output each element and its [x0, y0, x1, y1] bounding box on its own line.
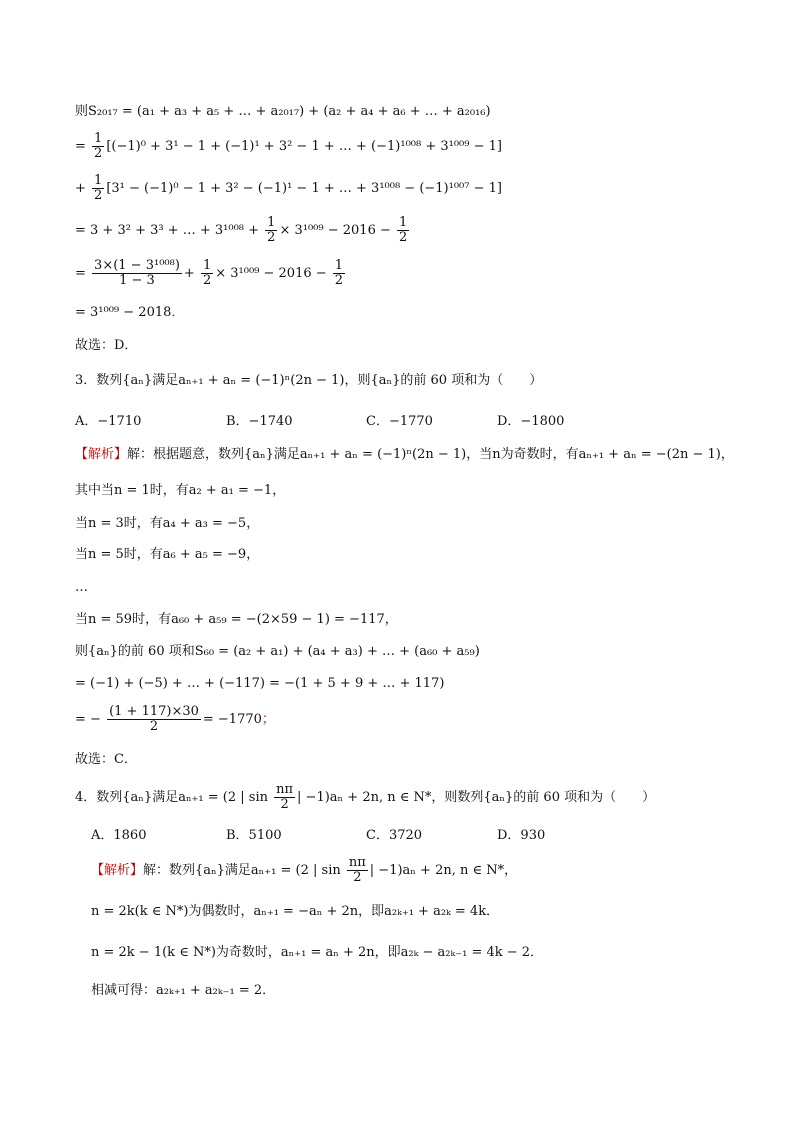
answer-q2: 故选：D． [75, 338, 138, 353]
fraction-half [201, 259, 213, 288]
q4-solution-tail: | −1)aₙ + 2n, n ∈ N*， [369, 863, 518, 878]
fraction-denominator: 2 [353, 870, 362, 885]
equals-sign: = [75, 266, 86, 281]
expansion-1-tail: [(−1)⁰ + 3¹ − 1 + (−1)¹ + 3² − 1 + … + (−1)¹⁰⁰⁸ + 3¹⁰⁰⁹ − 1] [106, 139, 502, 154]
question-4-tail: | −1)aₙ + 2n, n ∈ N*，则数列{aₙ}的前 60 项和为（ ） [297, 790, 656, 805]
line-geometric-formula [75, 259, 347, 288]
q4-option-c: C．3720 [366, 828, 423, 843]
q3-option-b: B．−1740 [226, 414, 293, 429]
line-geometric-sum [75, 216, 411, 245]
geometric-sum-head: = 3 + 3² + 3³ + … + 3¹⁰⁰⁸ + [75, 223, 260, 238]
geometric-sum-mid: × 3¹⁰⁰⁹ − 2016 − [279, 223, 391, 238]
q3-solution-ellipsis: … [75, 580, 88, 595]
q3-solution-result: = −1770 [202, 712, 262, 727]
fraction-half [333, 259, 345, 288]
answer-q3: 故选：C． [75, 752, 137, 767]
fraction-numerator: 1 [202, 258, 212, 273]
line-expansion-1 [75, 132, 502, 161]
q3-solution-line-1 [75, 446, 734, 464]
fraction-geometric [92, 259, 182, 288]
fraction-half [92, 132, 104, 161]
fraction-denominator: 2 [94, 188, 103, 203]
q3-solution-line-3: 当n = 3时，有a₄ + a₃ = −5， [75, 516, 260, 531]
minus-sign: = − [75, 712, 101, 727]
expansion-2-tail: [3¹ − (−1)⁰ − 1 + 3² − (−1)¹ − 1 + … + 3¹⁰⁰⁸ − (−1)¹⁰⁰⁷ − 1] [106, 181, 502, 196]
analysis-tag: 【解析】 [75, 447, 128, 462]
line-s2017: 则S₂₀₁₇ = (a₁ + a₃ + a₅ + … + a₂₀₁₇) + (a₂ + a₄ + a₆ + … + a₂₀₁₆) [75, 104, 491, 119]
q3-solution-line-9 [75, 705, 275, 734]
q3-solution-text-1: 解：根据题意，数列{aₙ}满足aₙ₊₁ + aₙ = (−1)ⁿ(2n − 1)，当n为奇数时，有aₙ₊₁ + aₙ = −(2n − 1)， [127, 447, 734, 462]
fraction-numerator: 1 [94, 131, 103, 146]
fraction-denominator: 2 [334, 273, 344, 288]
fraction-numerator: nπ [276, 782, 294, 797]
q3-solution-line-6: 当n = 59时，有a₆₀ + a₅₉ = −(2×59 − 1) = −117， [75, 612, 398, 627]
analysis-tag: 【解析】 [91, 863, 144, 878]
fraction-denominator: 2 [94, 146, 103, 161]
plus-sign: + [183, 266, 195, 281]
line-result [75, 304, 184, 322]
fraction-numerator: (1 + 117)×30 [109, 704, 199, 719]
q4-option-d: D．930 [497, 828, 546, 843]
result-expression: = 3¹⁰⁰⁹ − 2018 [75, 305, 172, 320]
q3-solution-line-4: 当n = 5时，有a₆ + a₅ = −9， [75, 547, 260, 562]
fraction-denominator: 1 − 3 [119, 273, 155, 288]
fraction-half [397, 216, 409, 245]
geometric-formula-mid: × 3¹⁰⁰⁹ − 2016 − [215, 266, 327, 281]
fraction-denominator: 2 [202, 273, 212, 288]
q3-solution-line-2: 其中当n = 1时，有a₂ + a₁ = −1， [75, 483, 286, 498]
fraction-denominator: 2 [267, 230, 276, 245]
q3-option-c: C．−1770 [366, 414, 433, 429]
fraction-half [265, 216, 277, 245]
q4-solution-line-3: n = 2k − 1(k ∈ N*)为奇数时，aₙ₊₁ = aₙ + 2n，即a₂ₖ − a₂ₖ₋₁ = 4k − 2． [91, 945, 544, 960]
equals-sign: = [75, 139, 86, 154]
q4-option-b: B．5100 [226, 828, 282, 843]
fraction-numerator: 1 [267, 215, 276, 230]
fraction-numerator: 1 [334, 258, 344, 273]
semicolon: ； [261, 712, 275, 727]
plus-sign: + [75, 181, 86, 196]
fraction-numerator: nπ [348, 855, 366, 870]
fraction-denominator: 2 [280, 797, 289, 812]
q4-solution-head: 解：数列{aₙ}满足aₙ₊₁ = (2 | sin [143, 863, 341, 878]
q4-option-a: A．1860 [91, 828, 147, 843]
fraction-npi-over-2 [274, 783, 295, 812]
fraction-numerator: 1 [399, 215, 408, 230]
q4-solution-line-2: n = 2k(k ∈ N*)为偶数时，aₙ₊₁ = −aₙ + 2n，即a₂ₖ₊₁ + a₂ₖ = 4k． [91, 904, 500, 919]
fraction-half [92, 174, 104, 203]
q4-solution-line-4: 相减可得：a₂ₖ₊₁ + a₂ₖ₋₁ = 2． [91, 983, 276, 998]
question-4-head: 4．数列{aₙ}满足aₙ₊₁ = (2 | sin [75, 790, 268, 805]
q3-option-d: D．−1800 [497, 414, 565, 429]
fraction-sum [107, 705, 201, 734]
question-3: 3．数列{aₙ}满足aₙ₊₁ + aₙ = (−1)ⁿ(2n − 1)，则{aₙ}的前 60 项和为（ ） [75, 373, 543, 388]
q3-solution-line-7: 则{aₙ}的前 60 项和S₆₀ = (a₂ + a₁) + (a₄ + a₃) + … + (a₆₀ + a₅₉) [75, 644, 480, 659]
q3-solution-line-8: = (−1) + (−5) + … + (−117) = −(1 + 5 + 9 + … + 117) [75, 676, 445, 691]
fraction-numerator: 3×(1 − 3¹⁰⁰⁸) [94, 258, 180, 273]
q4-solution-line-1 [91, 856, 517, 885]
line-expansion-2 [75, 174, 502, 203]
result-period: ． [171, 305, 185, 320]
fraction-denominator: 2 [399, 230, 408, 245]
fraction-npi-over-2 [347, 856, 368, 885]
fraction-numerator: 1 [94, 173, 103, 188]
fraction-denominator: 2 [149, 719, 159, 734]
question-4 [75, 783, 655, 812]
q3-option-a: A．−1710 [75, 414, 142, 429]
